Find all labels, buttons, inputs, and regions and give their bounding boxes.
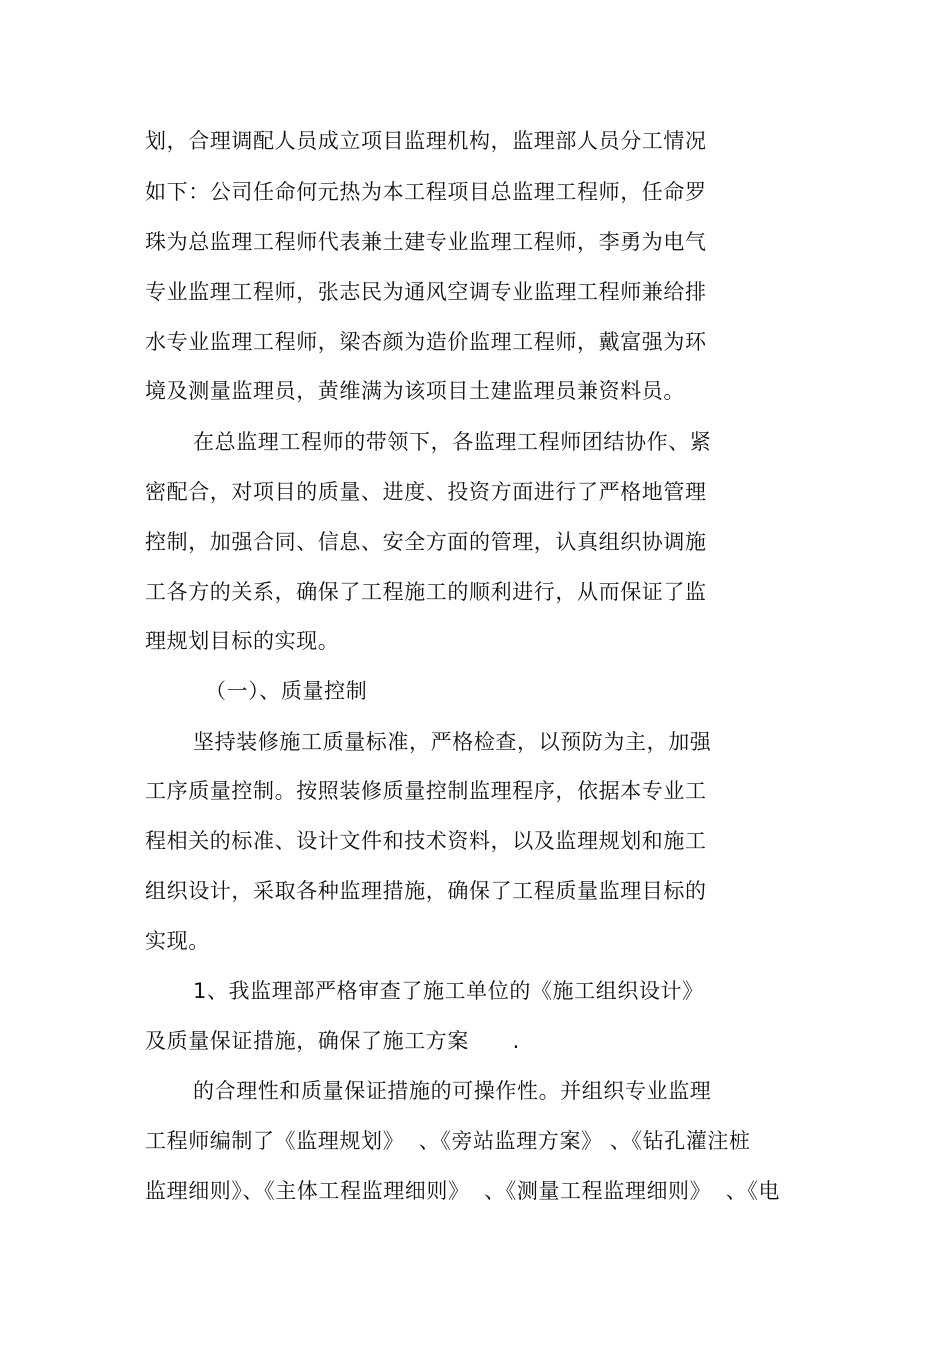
- section-heading: （一）、质量控制: [205, 679, 368, 703]
- text-line-21: 工程师编制了《监理规划》 、《旁站监理方案》 、《钻孔灌注桩: [145, 1129, 751, 1153]
- text-line-6: 境及测量监理员，黄维满为该项目土建监理员兼资料员。: [145, 379, 685, 403]
- text-line-22: 监理细则》、《主体工程监理细则》 、《测量工程监理细则》 、《电: [145, 1179, 781, 1203]
- paragraph-4-line-1: 1、我监理部严格审查了施工单位的《施工组织设计》: [193, 979, 704, 1003]
- text-line-9: 控制，加强合同、信息、安全方面的管理，认真组织协调施: [145, 530, 707, 554]
- text-line-19: 及质量保证措施，确保了施工方案 .: [145, 1029, 520, 1053]
- paragraph-5-line-1: 的合理性和质量保证措施的可操作性。并组织专业监理: [193, 1079, 712, 1103]
- text-line-15: 程相关的标准、设计文件和技术资料，以及监理规划和施工: [145, 829, 707, 853]
- text-line-8: 密配合，对项目的质量、进度、投资方面进行了严格地管理: [145, 480, 707, 504]
- paragraph-2-line-1: 在总监理工程师的带领下，各监理工程师团结协作、紧: [193, 430, 712, 454]
- text-line-2: 如下：公司任命何元热为本工程项目总监理工程师，任命罗: [145, 180, 707, 204]
- text-line-14: 工序质量控制。按照装修质量控制监理程序，依据本专业工: [145, 779, 707, 803]
- text-line-1: 划，合理调配人员成立项目监理机构，监理部人员分工情况: [145, 129, 707, 153]
- text-line-11: 理规划目标的实现。: [145, 629, 340, 653]
- text-line-4: 专业监理工程师，张志民为通风空调专业监理工程师兼给排: [145, 280, 707, 304]
- text-line-10: 工各方的关系，确保了工程施工的顺利进行，从而保证了监: [145, 580, 707, 604]
- text-line-5: 水专业监理工程师，梁杏颜为造价监理工程师，戴富强为环: [145, 330, 707, 354]
- text-line-17: 实现。: [145, 929, 210, 953]
- paragraph-3-line-1: 坚持装修施工质量标准，严格检查，以预防为主，加强: [193, 730, 712, 754]
- text-line-3: 珠为总监理工程师代表兼土建专业监理工程师，李勇为电气: [145, 230, 707, 254]
- text-line-16: 组织设计，采取各种监理措施，确保了工程质量监理目标的: [145, 879, 707, 903]
